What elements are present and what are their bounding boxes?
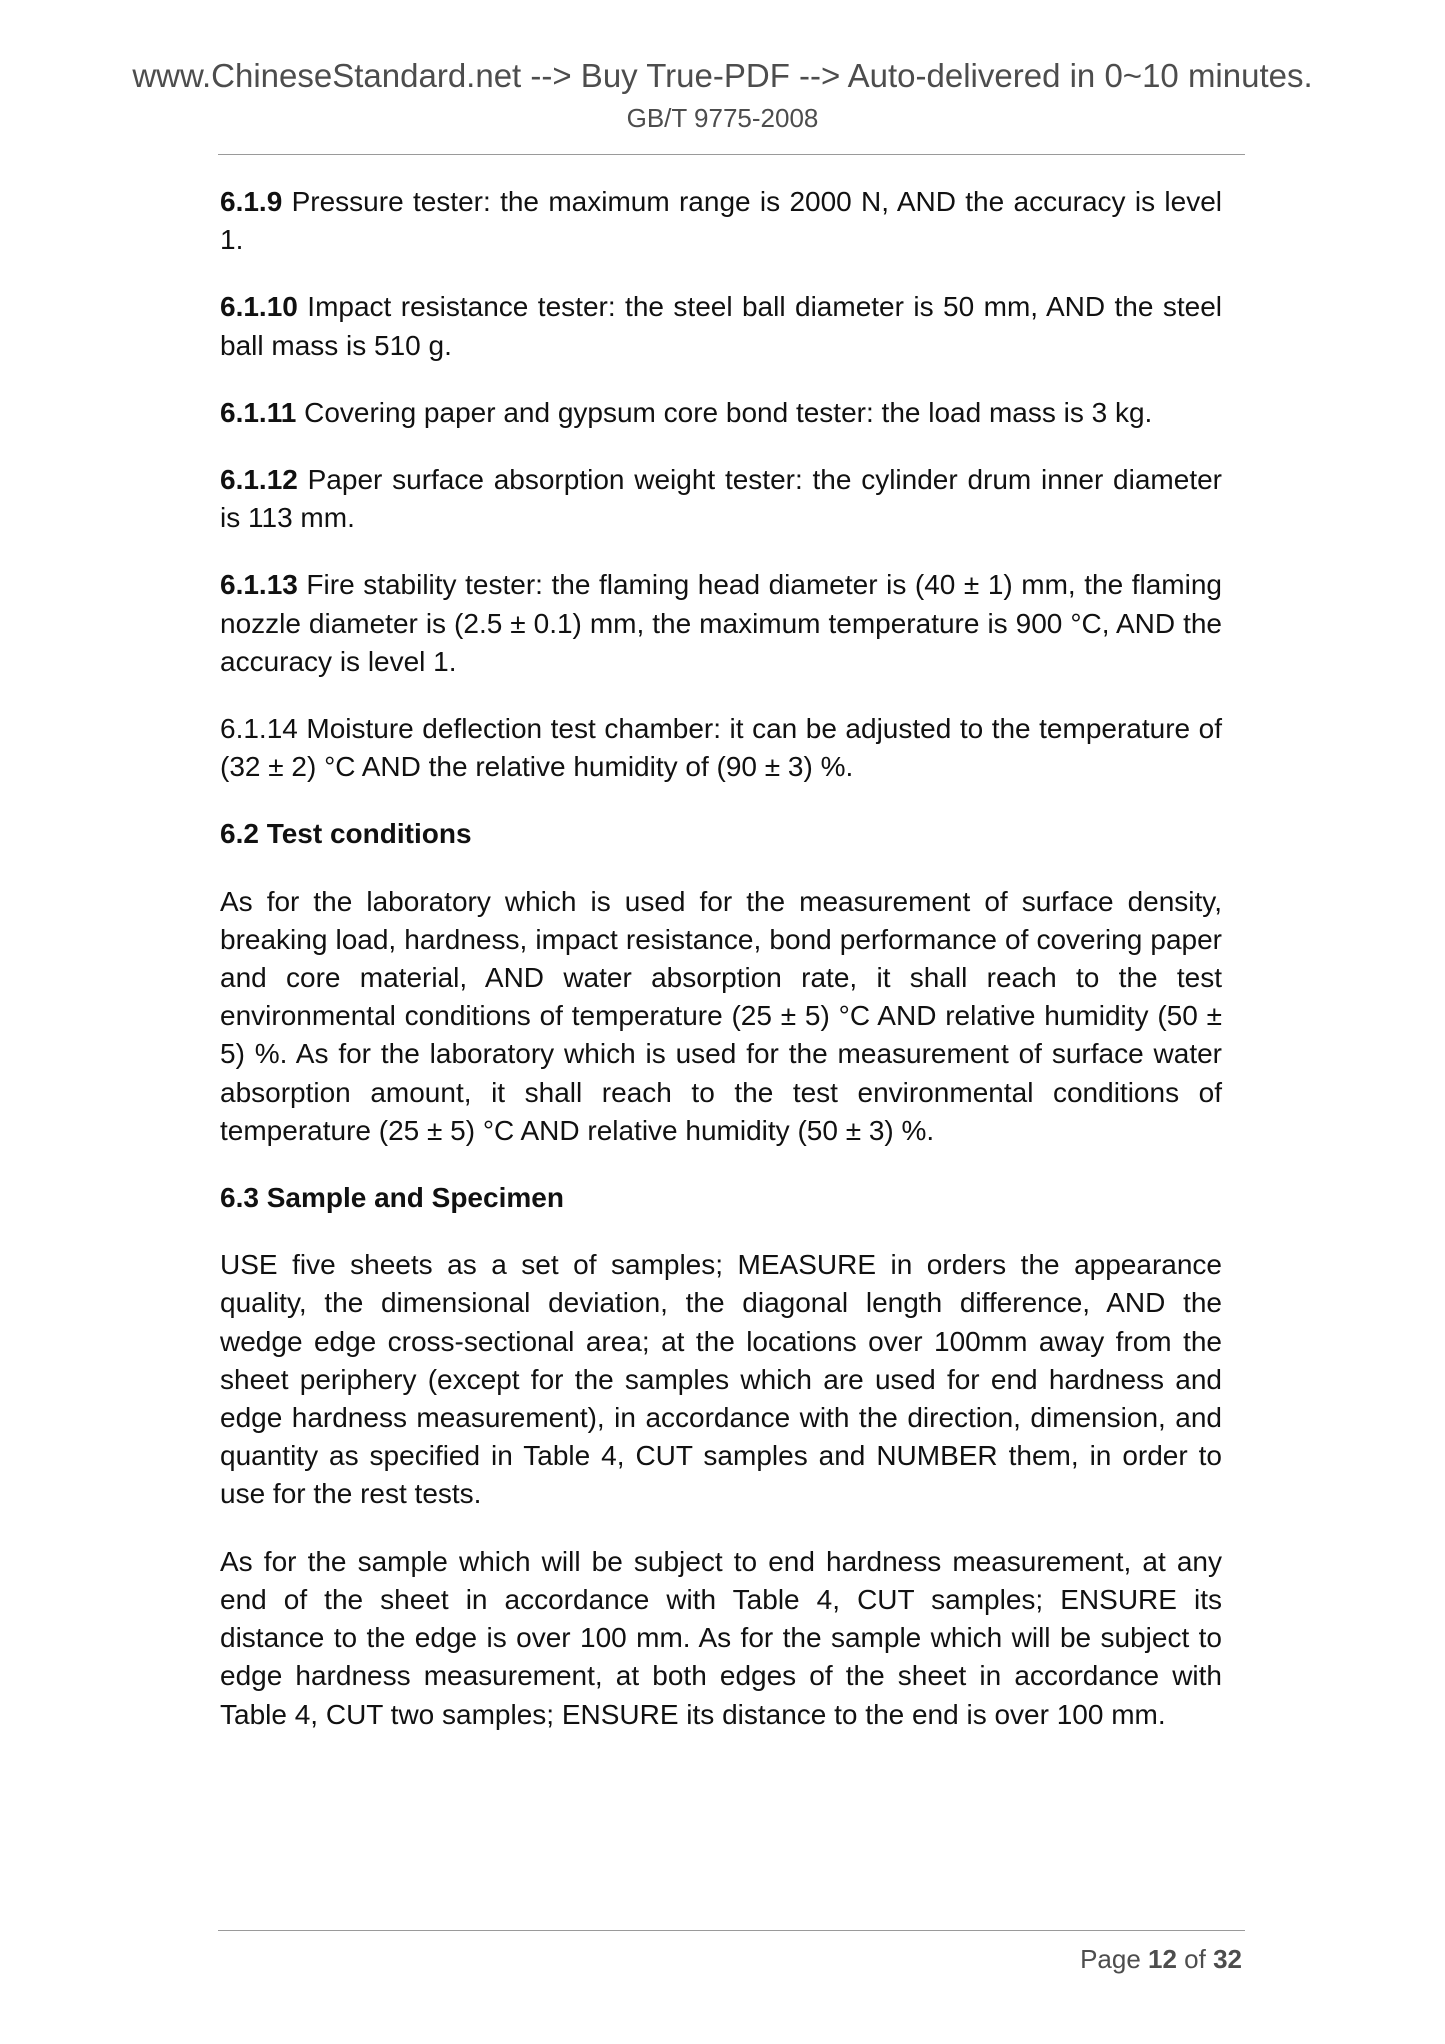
standard-code: GB/T 9775-2008 — [626, 103, 819, 133]
document-body — [220, 183, 1222, 1763]
section-heading-6-2: 6.2 Test conditions — [220, 818, 472, 850]
header-banner: www.ChineseStandard.net --> Buy True-PDF --> Auto-delivered in 0~10 minutes. — [132, 57, 1313, 94]
footer-divider — [218, 1930, 1245, 1931]
clause-6-1-13 — [220, 566, 1222, 681]
clause-text: Pressure tester: the maximum range is 2000 N, AND the accuracy is level 1. — [220, 186, 1222, 256]
page-header — [0, 56, 1445, 134]
page-total: 32 — [1213, 1944, 1242, 1974]
section-heading-6-3: 6.3 Sample and Specimen — [220, 1182, 564, 1214]
clause-number: 6.1.12 — [220, 464, 298, 496]
clause-number: 6.1.9 — [220, 186, 283, 217]
clause-text: Fire stability tester: the flaming head diameter is (40 ± 1) mm, the flaming nozzle diameter is (2.5 ± 0.1) mm, the maximum temperature is 900 °C, AND the accuracy is level 1. — [220, 569, 1222, 677]
paragraph-test-conditions: As for the laboratory which is used for the measurement of surface density, breaking load, hardness, impact resistance, bond performance of covering paper and core material, AND water absorption rate, it shall reach to the test environmental conditions of temperature (25 ± 5) °C AND relative humidity (50 ± 5) %. As for the laboratory which is used for the measurement of surface water absorption amount, it shall reach to the test environmental conditions of temperature (25 ± 5) °C AND relative humidity (50 ± 3) %. — [220, 885, 1222, 1146]
page-current: 12 — [1148, 1944, 1177, 1974]
clause-text: Covering paper and gypsum core bond tester: the load mass is 3 kg. — [296, 396, 1153, 428]
clause-text: Impact resistance tester: the steel ball diameter is 50 mm, AND the steel ball mass is 510 g. — [220, 291, 1222, 361]
clause-text: Paper surface absorption weight tester: the cylinder drum inner diameter is 113 mm. — [220, 464, 1222, 534]
clause-6-1-9 — [220, 183, 1222, 259]
clause-6-1-11 — [220, 394, 1222, 432]
clause-number: 6.1.13 — [220, 569, 298, 601]
header-divider — [218, 154, 1245, 155]
paragraph-samples: USE five sheets as a set of samples; MEASURE in orders the appearance quality, the dimensional deviation, the diagonal length difference, AND the wedge edge cross-sectional area; at the locations over 100mm away from the sheet periphery (except for the samples which are used for end hardness and edge hardness measurement), in accordance with the direction, dimension, and quantity as specified in Table 4, CUT samples and NUMBER them, in order to use for the rest tests. — [220, 1249, 1222, 1510]
page-label: Page — [1080, 1944, 1149, 1974]
page-of-label: of — [1176, 1944, 1214, 1974]
clause-6-1-12 — [220, 461, 1222, 537]
clause-number: 6.1.10 — [220, 291, 298, 323]
paragraph-hardness-samples: As for the sample which will be subject to end hardness measurement, at any end of the sheet in accordance with Table 4, CUT samples; ENSURE its distance to the edge is over 100 mm. As for the sample which will be subject to edge hardness measurement, at both edges of the sheet in accordance with Table 4, CUT two samples; ENSURE its distance to the end is over 100 mm. — [220, 1545, 1222, 1730]
page-number — [1080, 1944, 1242, 1975]
clause-number: 6.1.11 — [220, 396, 297, 428]
clause-6-1-14: 6.1.14 Moisture deflection test chamber: it can be adjusted to the temperature of (32 ± 2) °C AND the relative humidity of (90 ± 3) %. — [220, 713, 1222, 783]
clause-6-1-10 — [220, 288, 1222, 364]
